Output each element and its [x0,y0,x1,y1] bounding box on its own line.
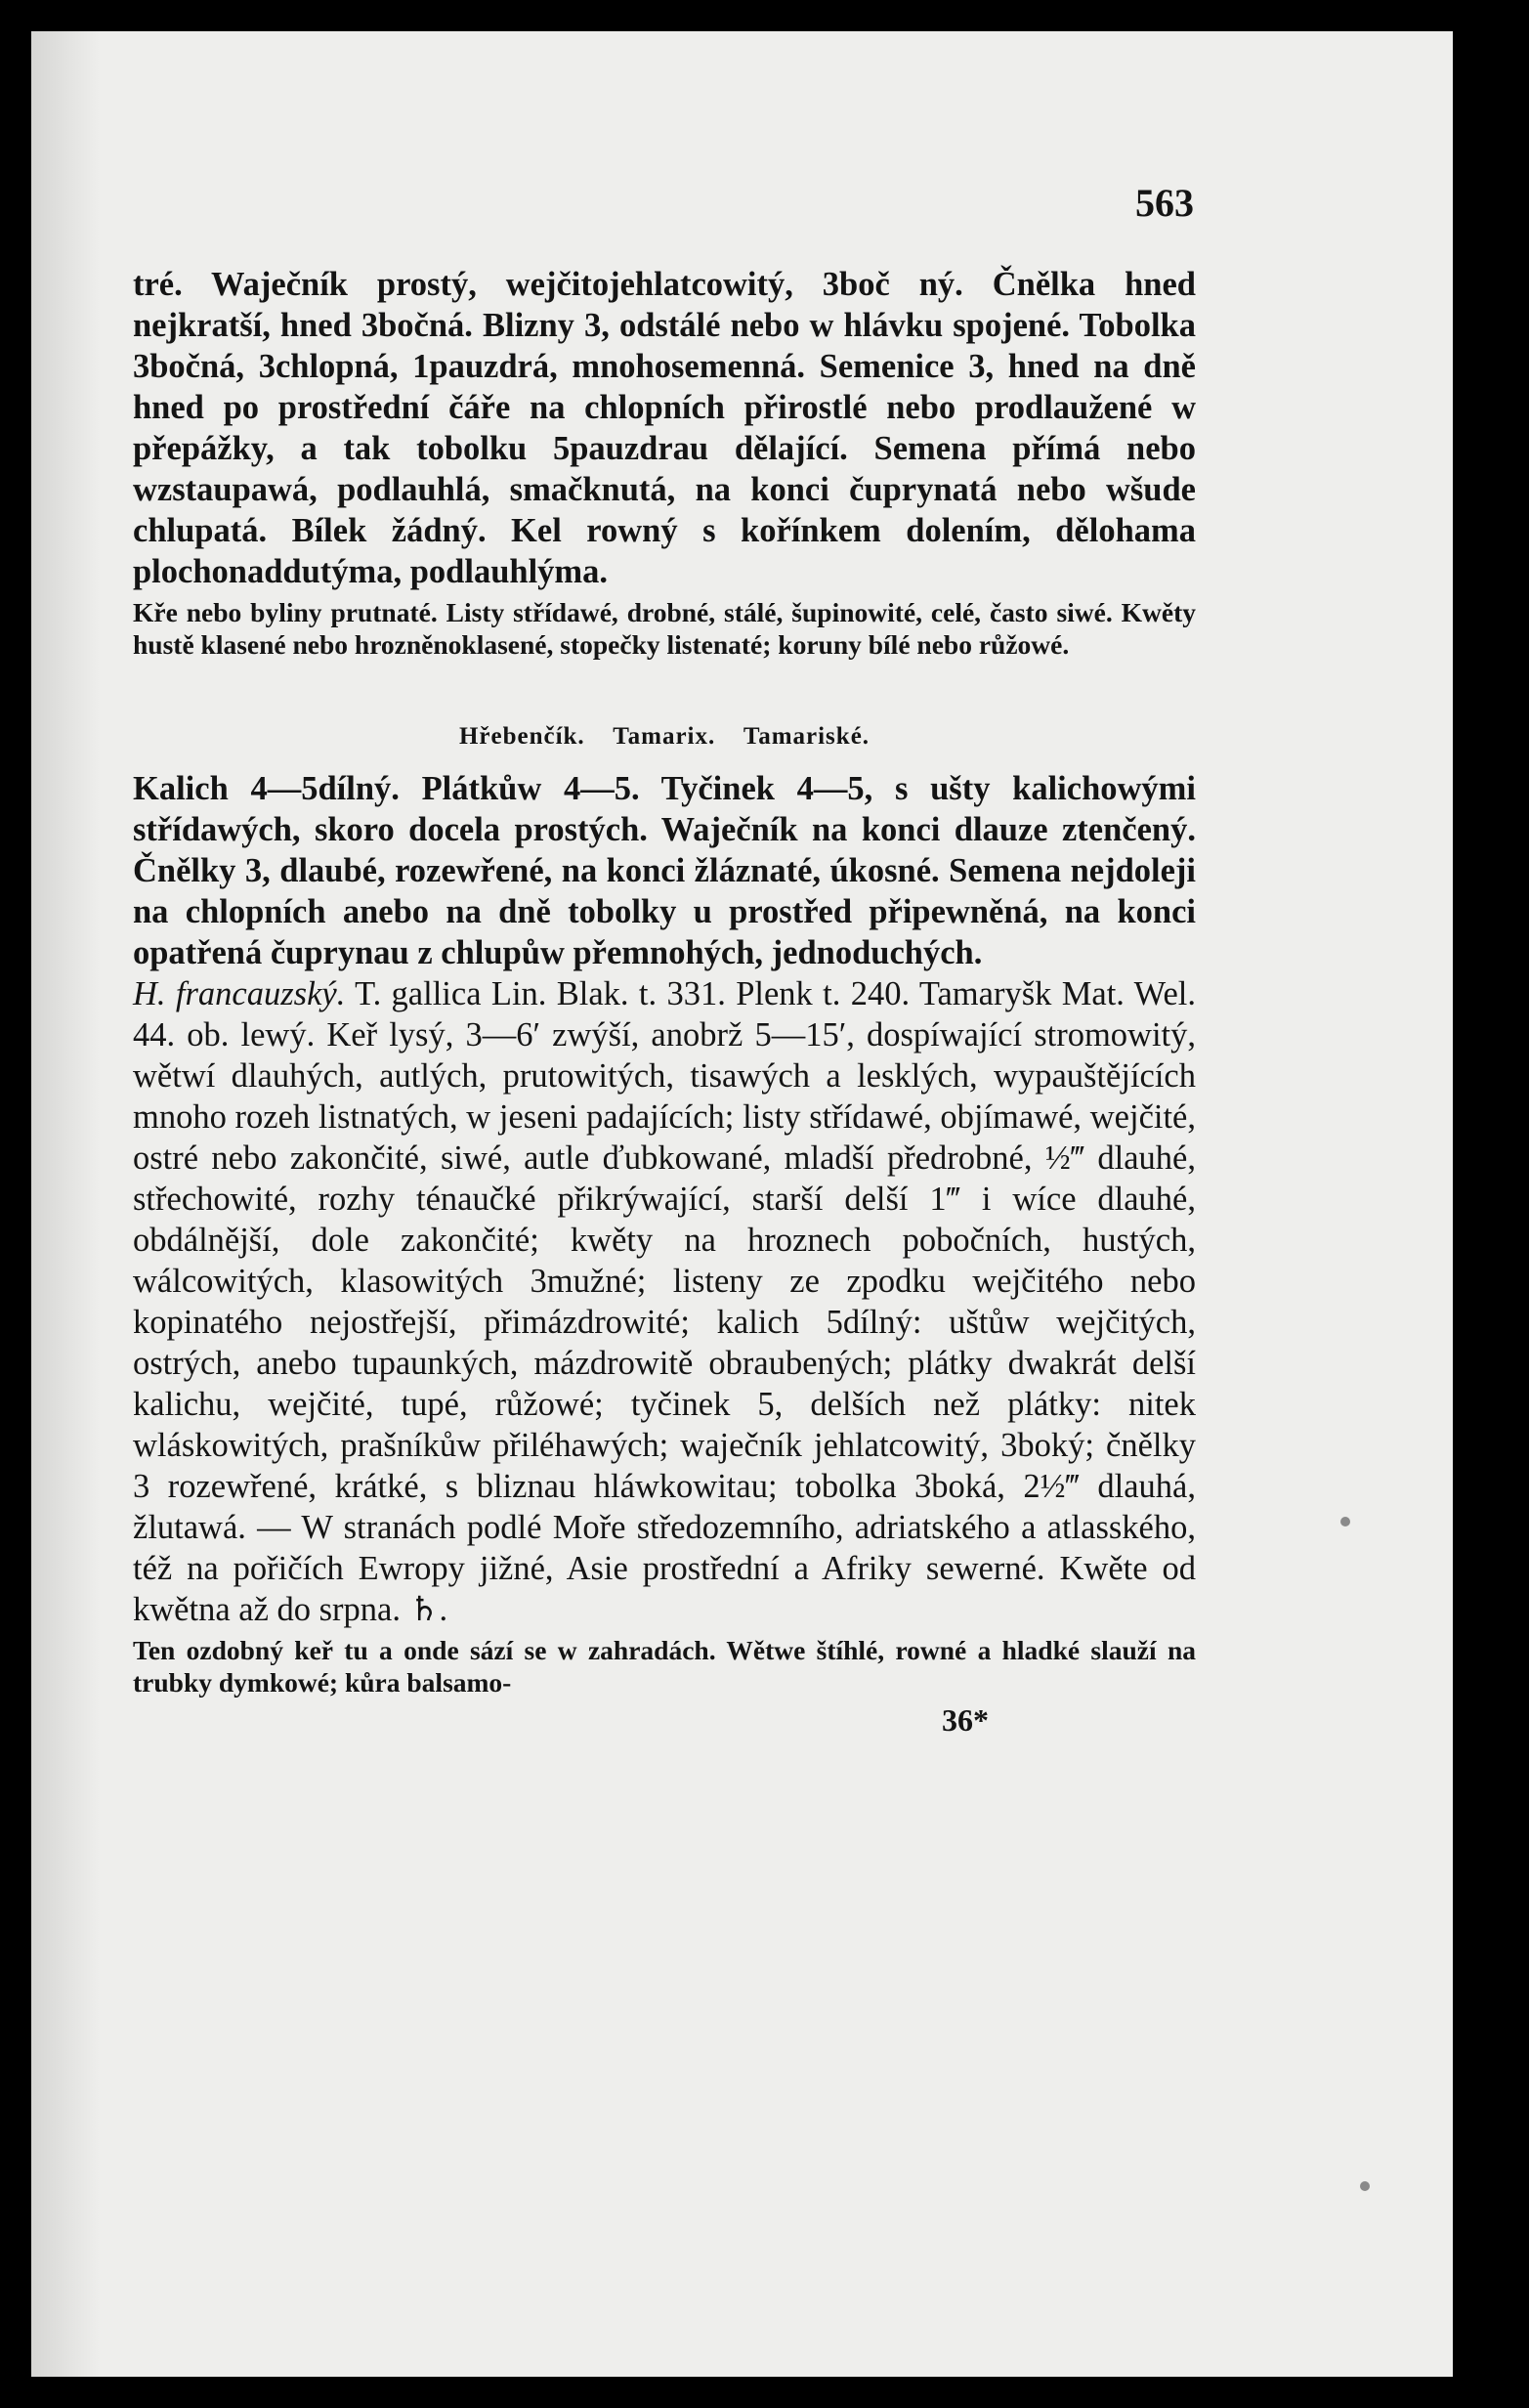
genus-heading [133,723,1196,751]
genus-latin-name: Tamarix. [613,723,716,750]
genus-description: Kalich 4—5dílný. Plátkůw 4—5. Tyčinek 4—5, s ušty kalichowými střídawých, skoro docela prostých. Waječník na konci dlauze ztenčený. Čnělky 3, dlaubé, rozewřené, na konci žláznaté, úkosné. Semena nejdoleji na chlopních anebo na dně tobolky u prostřed připewněná, na konci opatřená čuprynau z chlupůw přemnohých, jednoduchých. [133,770,1196,971]
species-text: T. gallica Lin. Blak. t. 331. Plenk t. 240. Tamaryšk Mat. Wel. 44. ob. lewý. Keř lysý, 3—6′ zwýší, anobrž 5—15′, dospíwající stromowitý, wětwí dlauhých, autlých, prutowitých, tisawých a lesklých, wypauštějících mnoho rozeh listnatých, w jeseni padajících; listy střídawé, objímawé, wejčité, ostré nebo zakončité, siwé, autle ďubkowané, mladší předrobné, ½‴ dlauhé, střechowité, rozhy ténaučké přikrýwající, starší delší 1‴ i wíce dlauhé, obdálnější, dole zakončité; kwěty na hroznech pobočních, hustých, wálcowitých, klasowitých 3mužné; listeny ze zpodku wejčitého nebo kopinatého nejostřejší, přimázdrowité; kalich 5dílný: uštůw wejčitých, ostrých, anebo tupaunkých, mázdrowitě obraubených; plátky dwakrát delší kalichu, wejčité, tupé, růžowé; tyčinek 5, delších než plátky: nitek wláskowitých, prašníkůw přiléhawých; waječník jehlatcowitý, 3boký; čnělky 3 rozewřené, krátké, s bliznau hláwkowitau; tobolka 3boká, 2½‴ dlauhá, žlutawá. — W stranách podlé Moře středozemního, adriatského a atlasského, též na pořičích Ewropy jižné, Asie prostřední a Afriky sewerné. Kwěte od kwětna až do srpna. ♄. [133,975,1196,1628]
species-name: H. francauzský. [133,975,346,1012]
page-number: 563 [1135,181,1194,225]
book-page [31,31,1453,2377]
genus-czech-name: Tamariské. [743,723,871,750]
family-note: Kře nebo byliny prutnaté. Listy střídawé, drobné, stálé, šupinowité, celé, často siwé. Kwěty hustě klasené nebo hrozněnoklasené, stopečky listenaté; koruny bílé nebo růžowé. [133,597,1196,660]
top-paragraph: tré. Waječník prostý, wejčitojehlatcowitý, 3boč ný. Čnělka hned nejkratší, hned 3bočná. Blizny 3, odstálé nebo w hlávku spojené. Tobolka 3bočná, 3chlopná, 1pauzdrá, mnohosemenná. Semenice 3, hned na dně hned po prostřední čáře na chlopních přirostlé nebo prodlaužené w přepážky, a tak tobolku 5pauzdrau dělající. Semena přímá nebo wzstaupawá, podlauhlá, smačknutá, na konci čuprynatá nebo wšude chlupatá. Bílek žádný. Kel rowný s kořínkem dolením, dělohama plochonaddutýma, podlauhlýma. [133,266,1196,590]
paper-spot [1340,1517,1350,1526]
signature-mark: 36* [942,1702,989,1738]
genus-name: Hřebenčík. [458,723,585,750]
text-column [133,264,1196,1739]
final-note: Ten ozdobný keř tu a onde sází se w zahradách. Wětwe štíhlé, rowné a hladké slauží na trubky dymkowé; kůra balsamo- [133,1635,1196,1698]
species-description [133,973,1196,1630]
paper-spot [1360,2181,1370,2191]
